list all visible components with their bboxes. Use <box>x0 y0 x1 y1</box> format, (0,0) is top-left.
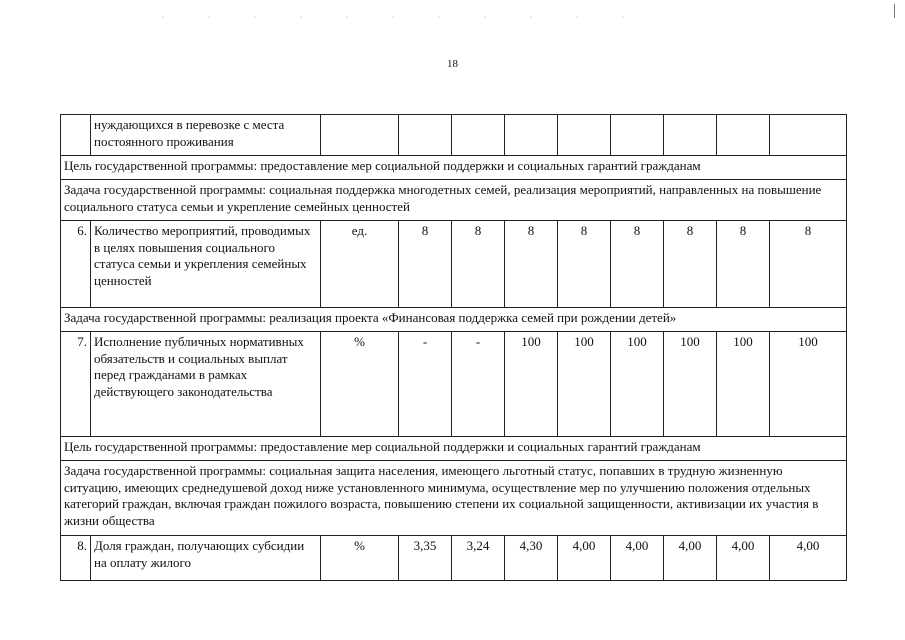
value-cell: 100 <box>505 332 558 437</box>
scan-corner-mark <box>890 4 895 18</box>
value-cell: 3,24 <box>452 536 505 581</box>
value-cell <box>399 115 452 156</box>
value-cell: 8 <box>558 221 611 308</box>
value-cell: - <box>399 332 452 437</box>
unit-cell: % <box>321 332 399 437</box>
scan-artifact-dots <box>140 16 660 18</box>
unit-cell: % <box>321 536 399 581</box>
value-cell: 4,00 <box>770 536 847 581</box>
value-cell <box>558 115 611 156</box>
value-cell <box>611 115 664 156</box>
task-row <box>61 180 847 221</box>
table-row <box>61 221 847 308</box>
goal-text: Цель государственной программы: предоставление мер социальной поддержки и социальных гарантий гражданам <box>61 156 847 180</box>
table-row <box>61 536 847 581</box>
goal-row <box>61 437 847 461</box>
task-row <box>61 461 847 536</box>
value-cell: 4,00 <box>611 536 664 581</box>
value-cell: 8 <box>505 221 558 308</box>
value-cell: 8 <box>717 221 770 308</box>
value-cell: 4,00 <box>558 536 611 581</box>
value-cell <box>664 115 717 156</box>
value-cell: 100 <box>558 332 611 437</box>
goal-text: Цель государственной программы: предоставление мер социальной поддержки и социальных гарантий гражданам <box>61 437 847 461</box>
value-cell: 8 <box>452 221 505 308</box>
value-cell <box>505 115 558 156</box>
value-cell: 4,00 <box>717 536 770 581</box>
unit-cell: ед. <box>321 221 399 308</box>
value-cell: 100 <box>770 332 847 437</box>
indicator-name: Количество мероприятий, проводимых в целях повышения социального статуса семьи и укрепления семейных ценностей <box>91 221 321 308</box>
value-cell: 8 <box>664 221 717 308</box>
task-text: Задача государственной программы: социальная поддержка многодетных семей, реализация мероприятий, направленных на повышение социального статуса семьи и укрепление семейных ценностей <box>61 180 847 221</box>
value-cell: 3,35 <box>399 536 452 581</box>
value-cell: - <box>452 332 505 437</box>
value-cell <box>770 115 847 156</box>
table-row <box>61 332 847 437</box>
table-row <box>61 115 847 156</box>
indicator-name: Исполнение публичных нормативных обязательств и социальных выплат перед гражданами в рамках действующего законодательства <box>91 332 321 437</box>
row-number: 8. <box>61 536 91 581</box>
value-cell: 100 <box>664 332 717 437</box>
task-text: Задача государственной программы: социальная защита населения, имеющего льготный статус, попавших в трудную жизненную ситуацию, имеющих среднедушевой доход ниже установленного минимума, осуществление мер по улучшению положения отдельных категорий граждан, включая граждан пожилого возраста, повышению степени их социальной защищенности, активизации их участия в жизни общества <box>61 461 847 536</box>
unit-cell <box>321 115 399 156</box>
value-cell <box>452 115 505 156</box>
task-text: Задача государственной программы: реализация проекта «Финансовая поддержка семей при рождении детей» <box>61 308 847 332</box>
indicators-table <box>60 114 847 581</box>
indicator-name: нуждающихся в перевозке с места постоянного проживания <box>91 115 321 156</box>
page-number: 18 <box>447 58 458 70</box>
value-cell <box>717 115 770 156</box>
row-number <box>61 115 91 156</box>
row-number: 6. <box>61 221 91 308</box>
value-cell: 4,30 <box>505 536 558 581</box>
value-cell: 8 <box>611 221 664 308</box>
goal-row <box>61 156 847 180</box>
row-number: 7. <box>61 332 91 437</box>
value-cell: 4,00 <box>664 536 717 581</box>
task-row <box>61 308 847 332</box>
value-cell: 100 <box>717 332 770 437</box>
value-cell: 8 <box>770 221 847 308</box>
indicator-name: Доля граждан, получающих субсидии на оплату жилого <box>91 536 321 581</box>
value-cell: 8 <box>399 221 452 308</box>
value-cell: 100 <box>611 332 664 437</box>
